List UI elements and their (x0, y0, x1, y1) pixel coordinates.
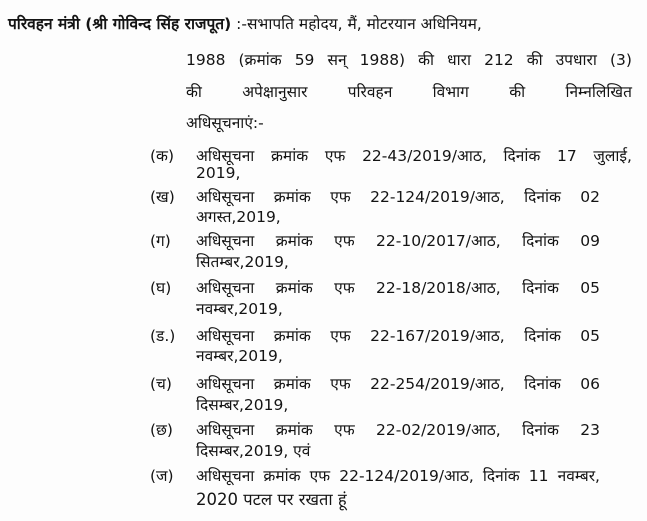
word: एफ (334, 232, 355, 250)
word: एफ (334, 421, 355, 439)
word: परिवहन (347, 83, 393, 101)
list-item-label: (ड.) (150, 327, 176, 345)
word: दिनांक (503, 147, 541, 165)
word: सन् (327, 51, 347, 69)
list-item-line-2: 2019, (196, 164, 241, 182)
word: क्रमांक (275, 279, 313, 297)
word: अधिसूचना (196, 421, 255, 439)
list-item-label: (क) (150, 147, 174, 165)
word: (क्रमांक (238, 51, 282, 69)
word: 17 (556, 147, 577, 165)
list-item-line-1 (196, 374, 600, 394)
word: क्रमांक (273, 375, 311, 393)
word: की (526, 51, 543, 69)
word: एफ (309, 467, 331, 485)
word: क्रमांक (275, 421, 313, 439)
word: की (509, 83, 526, 101)
word: 1988 (186, 51, 226, 69)
word: नवम्बर, (557, 467, 600, 485)
word: 1988) (359, 51, 406, 69)
word: अपेक्षानुसार (242, 83, 308, 101)
word: एफ (330, 188, 351, 206)
list-item-label: (ज) (150, 467, 174, 485)
word: 23 (580, 421, 600, 439)
word: 22-02/2019/आठ, (376, 421, 501, 439)
list-item-label: (ग) (150, 232, 171, 250)
word: दिनांक (482, 467, 520, 485)
intro-line-1 (8, 14, 482, 34)
word: 05 (580, 327, 600, 345)
word: क्रमांक (271, 147, 309, 165)
list-item-line-1 (196, 466, 600, 486)
word: निम्नलिखित (565, 83, 632, 101)
list-item-line-2: नवम्बर,2019, (196, 300, 283, 318)
word: 212 (484, 51, 514, 69)
word: 09 (580, 232, 600, 250)
word: दिनांक (522, 232, 559, 250)
list-item-line-1 (196, 231, 600, 251)
word: 59 (294, 51, 315, 69)
word: (3) (609, 51, 632, 69)
list-item-label: (ख) (150, 188, 175, 206)
list-item-line-1 (196, 326, 600, 346)
list-item-line-1 (196, 278, 600, 298)
word: दिनांक (522, 421, 559, 439)
word: दिनांक (522, 279, 559, 297)
word: 06 (580, 375, 600, 393)
word: अधिसूचना (196, 327, 255, 345)
word: अधिसूचना (196, 147, 255, 165)
intro-line-4-text: अधिसूचनाएं:- (186, 114, 264, 132)
list-item-line-2: दिसम्बर,2019, (196, 396, 289, 414)
word: 22-124/2019/आठ, (339, 467, 474, 485)
word: क्रमांक (273, 188, 311, 206)
intro-line-4 (186, 113, 264, 133)
word: 02 (580, 188, 600, 206)
word: 05 (580, 279, 600, 297)
list-item-label: (च) (150, 375, 172, 393)
word: दिनांक (524, 188, 561, 206)
word: अधिसूचना (196, 375, 255, 393)
word: एफ (330, 327, 351, 345)
word: उपधारा (555, 51, 597, 69)
word: क्रमांक (273, 327, 311, 345)
word: अधिसूचना (196, 232, 255, 250)
word: की (186, 83, 202, 101)
word: विभाग (432, 83, 469, 101)
list-item-line-2: अगस्त,2019, (196, 208, 281, 226)
list-item-line-2: नवम्बर,2019, (196, 347, 283, 365)
list-item-line-2: दिसम्बर,2019, एवं (196, 442, 311, 460)
word: एफ (324, 147, 346, 165)
list-item-line-2: सितम्बर,2019, (196, 253, 289, 271)
word: जुलाई, (593, 147, 632, 165)
list-item-line-1 (196, 187, 600, 207)
list-item-label: (छ) (150, 421, 173, 439)
word: 22-167/2019/आठ, (370, 327, 505, 345)
word: 22-43/2019/आठ, (362, 147, 487, 165)
word: 22-254/2019/आठ, (370, 375, 505, 393)
word: दिनांक (524, 375, 561, 393)
intro-line-1-text: :-सभापति महोदय, मैं, मोटरयान अधिनियम, (236, 15, 482, 33)
word: क्रमांक (263, 467, 301, 485)
list-item-line-1 (196, 420, 600, 440)
intro-line-2 (186, 50, 632, 70)
list-item-line-1 (196, 146, 632, 166)
word: धारा (447, 51, 472, 69)
word: अधिसूचना (196, 279, 255, 297)
word: 22-18/2018/आठ, (376, 279, 501, 297)
list-item-label: (घ) (150, 279, 172, 297)
word: की (418, 51, 435, 69)
word: एफ (334, 279, 355, 297)
word: क्रमांक (275, 232, 313, 250)
speaker-name: परिवहन मंत्री (श्री गोविन्द सिंह राजपूत) (8, 15, 232, 33)
word: एफ (330, 375, 351, 393)
word: 22-10/2017/आठ, (376, 232, 501, 250)
list-item-line-2: 2020 पटल पर रखता हूं (196, 490, 347, 509)
word: 22-124/2019/आठ, (370, 188, 505, 206)
word: अधिसूचना (196, 467, 255, 485)
word: अधिसूचना (196, 188, 255, 206)
intro-line-3 (186, 82, 632, 102)
word: दिनांक (524, 327, 561, 345)
word: 11 (528, 467, 549, 485)
